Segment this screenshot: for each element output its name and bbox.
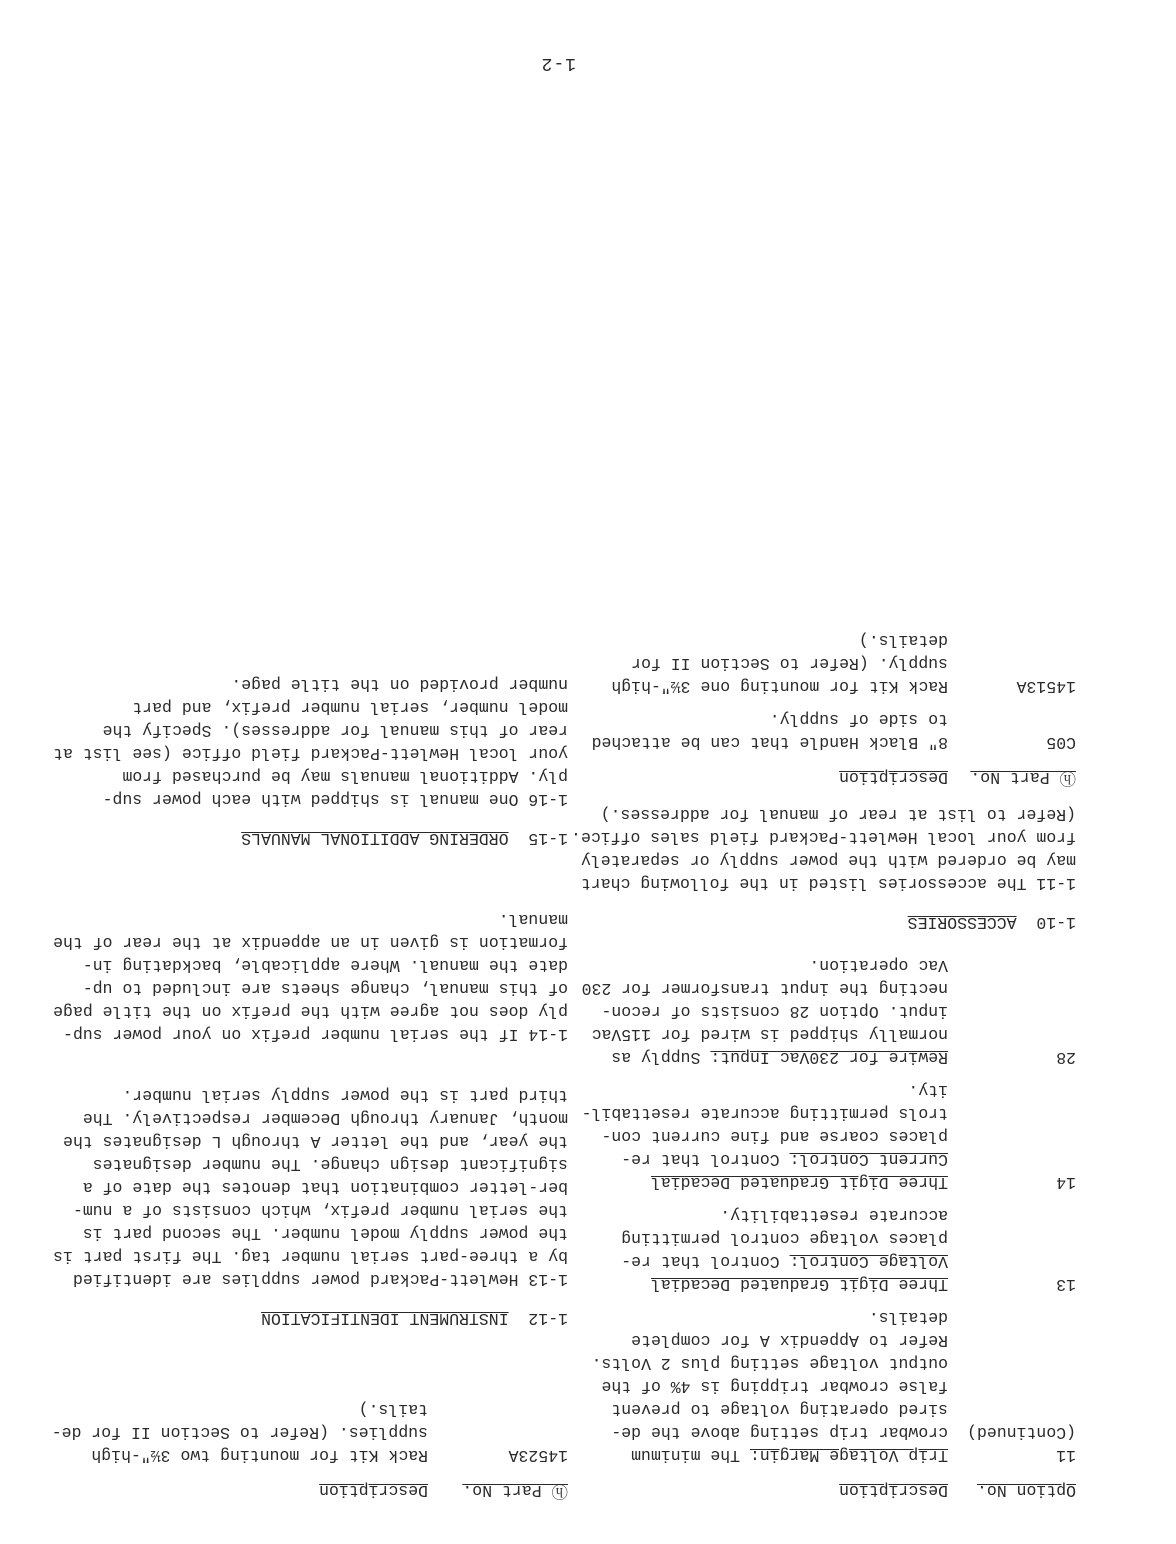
option-text: Control that re- places voltage control permitting accurate resettability. (621, 1206, 948, 1271)
accessory-description-header: Description (839, 768, 948, 787)
section-number: 1-15 (528, 829, 568, 848)
page-number: 1-2 (540, 53, 576, 73)
para-number: 1-13 (528, 1270, 568, 1289)
option-description-header: Description (839, 1481, 948, 1500)
right-description-header: Description (319, 1481, 428, 1500)
para-text: One manual is shipped with each power sup- ply. Additional manuals may be purchased from your local Hewlett-Packard field office (see list at rear of this manual for addresses). Specify the model number, serial number prefix, and part number provided on the title page. (53, 675, 568, 809)
option-text: Control that re- places coarse and fine current con- trols permitting accurate resettabil- ity. (581, 1081, 948, 1169)
accessories-heading (546, 911, 1076, 934)
paragraph-1-16 (38, 673, 568, 811)
accessories-intro (546, 803, 1076, 895)
instrument-identification-heading (38, 1307, 568, 1330)
section-title: ACCESSORIES (907, 913, 1017, 932)
accessories-table-header (546, 766, 1076, 789)
option-row (546, 1204, 1076, 1296)
option-title: Rewire for 230Vac Input: (710, 1048, 948, 1067)
option-title: Three Digit Graduated Decadial Current Control: (650, 1150, 948, 1192)
option-text: The minimum crowbar trip setting above the de- sired operating voltage to prevent false crowbar tripping is 4% of the output voltage setting plus 2 Volts. Refer to Appendix A for complete details. (591, 1308, 948, 1465)
option-number: 28 (1056, 1048, 1076, 1067)
accessory-desc: Rack Kit for mounting one 3½"-high supply. (Refer to Section II for details.) (611, 631, 948, 696)
option-title: Three Digit Graduated Decadial Voltage Control: (650, 1252, 948, 1294)
ordering-manuals-heading (38, 827, 568, 850)
accessory-desc: 8" Black Handle that can be attached to side of supply. (591, 710, 948, 752)
left-column (546, 619, 1076, 1502)
paragraph-1-14 (38, 908, 568, 1046)
option-number: 11 (1056, 1446, 1076, 1465)
option-number: 14 (1056, 1173, 1076, 1192)
section-title: INSTRUMENT IDENTIFICATION (261, 1309, 509, 1328)
option-number: 13 (1056, 1275, 1076, 1294)
option-row (546, 1306, 1076, 1467)
para-text: Hewlett-Packard power supplies are identified by a three-part serial number tag. The first part is the power supply model number. The second part is the serial number prefix, which consists of a num- ber-letter combination that denotes the date of a significant design change. The number designates the year, and the letter A through L designates the month, January through December respectively. The third part is the power supply serial number. (53, 1086, 568, 1289)
part-no-header (428, 1479, 568, 1502)
section-number: 1-12 (528, 1309, 568, 1328)
para-number: 1-16 (528, 790, 568, 809)
para-text: The accessories listed in the following chart may be ordered with the power supply or separately from your local Hewlett-Packard field sales office. (Refer to list at rear of manual for addresses.) (571, 805, 1076, 893)
part-no-header (948, 766, 1076, 789)
option-row (546, 1079, 1076, 1194)
section-number: 1-10 (1036, 913, 1076, 932)
right-column (38, 659, 568, 1502)
accessory-row (546, 708, 1076, 754)
section-title: ORDERING ADDITIONAL MANUALS (241, 829, 509, 848)
paragraph-1-13 (38, 1084, 568, 1291)
part-no-label: Part No. (462, 1481, 542, 1500)
option-title: Trip Voltage Margin: (749, 1446, 948, 1465)
accessory-part: C05 (1046, 733, 1076, 752)
rack-kit-part: 14523A (508, 1446, 568, 1465)
option-text: Supply as normally shipped is wired for 115Vac input. Option 28 consists of recon- necting the input transformer for 230 Vac operation. (581, 956, 948, 1067)
part-no-label: Part No. (970, 768, 1050, 787)
option-row (546, 954, 1076, 1069)
hp-logo-icon: ⓗ (1059, 768, 1076, 787)
rack-kit-desc: Rack Kit for mounting two 3½"-high supplies. (Refer to Section II for de- tails.) (51, 1400, 428, 1465)
option-no-header: Option No. (976, 1481, 1076, 1500)
rack-kit-row (38, 1398, 568, 1467)
para-text: If the serial number prefix on your power sup- ply does not agree with the prefix on the title page of this manual, change sheets are included to up- date the manual. Where applicable, backdating in- formation is given in an appendix at the rear of the manual. (53, 910, 568, 1044)
accessory-row (546, 629, 1076, 698)
accessory-part: 14513A (1016, 677, 1076, 696)
hp-logo-icon: ⓗ (551, 1481, 568, 1500)
para-number: 1-11 (1036, 874, 1076, 893)
options-table-header (546, 1479, 1076, 1502)
para-number: 1-14 (528, 1025, 568, 1044)
option-continued: (Continued) (967, 1423, 1076, 1442)
right-table-header (38, 1479, 568, 1502)
